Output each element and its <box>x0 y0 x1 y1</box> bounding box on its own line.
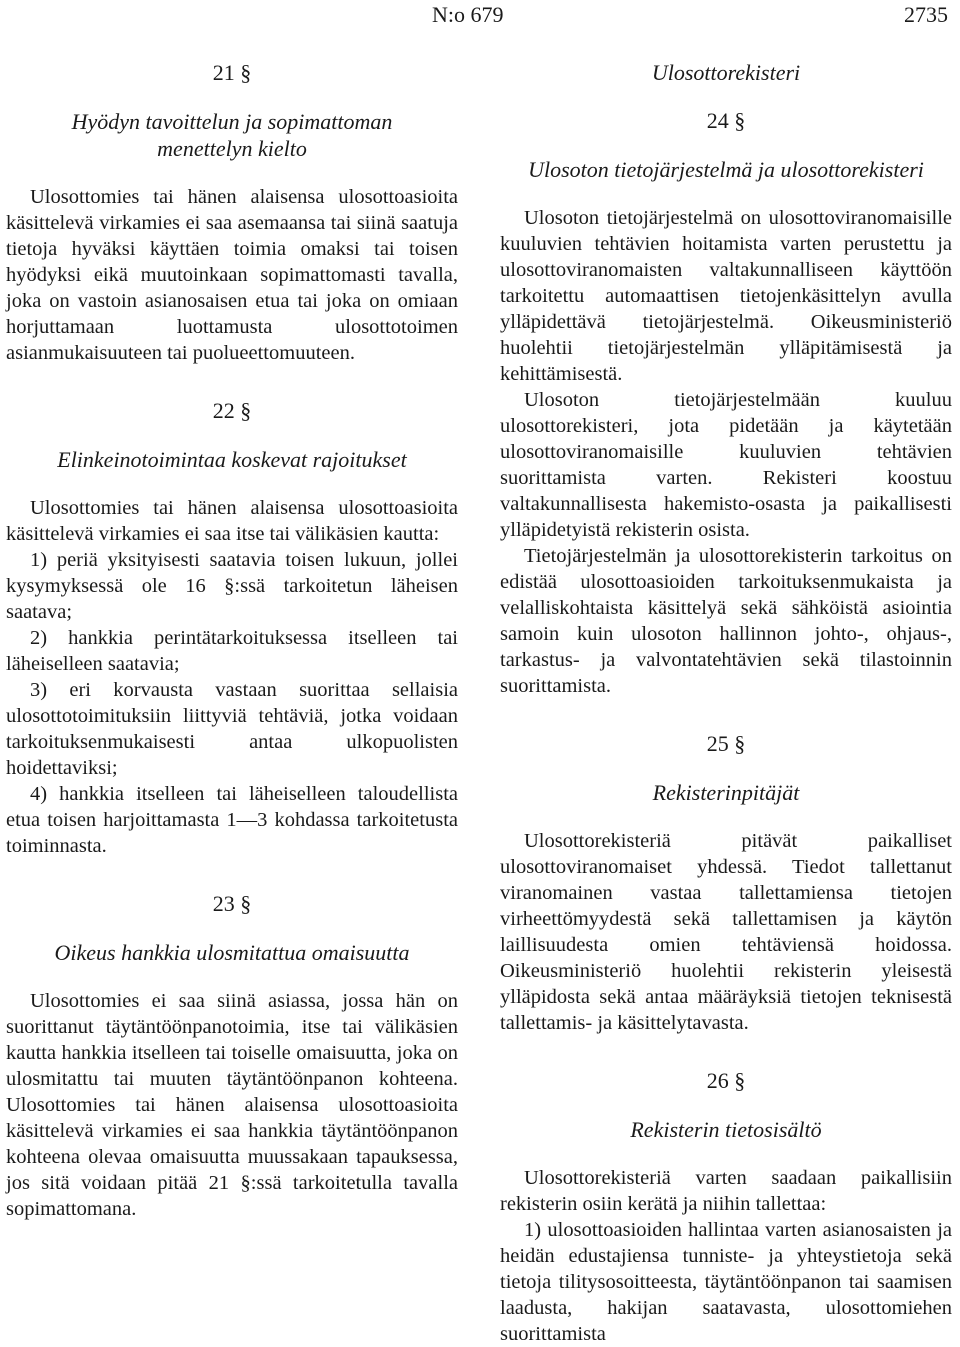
left-column <box>6 58 458 1222</box>
section-26-title: Rekisterin tietosisältö <box>630 1117 822 1142</box>
section-22-item-1: 1) periä yksityisesti saatavia toisen lukuun, jollei kysymyksessä ole 16 §:ssä tarkoitetun läheisen saatava; <box>6 549 458 623</box>
section-25-paragraph: Ulosottorekisteriä pitävät paikalliset ulosottoviranomaiset yhdessä. Tiedot tallettanut viranomainen vastaa tallettamiensa tietojen virheettömyydestä sekä tallettamisen ja käytön laillisuudesta omien tehtäviensä hoidossa. Oikeusministeriö huolehtii rekisterin yleisestä ylläpidosta sekä antaa määräyksiä tietojen teknisestä tallettamis- ja käsittelytavasta. <box>500 830 952 1034</box>
section-21-number: 21 § <box>212 60 252 85</box>
section-23-title: Oikeus hankkia ulosmitattua omaisuutta <box>54 940 410 965</box>
section-26-item-1: 1) ulosottoasioiden hallintaa varten asianosaisten ja heidän edustajiensa tunniste- ja yhteystietoja sekä tietoja tilitysosoitteesta, täytäntöönpanon tai saamisen laadusta, hakijan saatavasta, ulosottomiehen suorittamista <box>500 1219 952 1345</box>
section-23-number: 23 § <box>212 891 252 916</box>
section-25-title: Rekisterinpitäjät <box>652 780 800 805</box>
section-26-paragraph: Ulosottorekisteriä varten saadaan paikallisiin rekisterin osiin kerätä ja niihin tallettaa: <box>500 1167 952 1215</box>
chapter-title: Ulosottorekisteri <box>651 60 801 85</box>
section-22-item-2: 2) hankkia perintätarkoituksessa itselleen tai läheiselleen saatavia; <box>6 627 458 675</box>
section-26-number: 26 § <box>706 1068 746 1093</box>
right-column <box>500 58 952 1347</box>
section-22-title: Elinkeinotoimintaa koskevat rajoitukset <box>57 447 407 472</box>
section-24-title: Ulosoton tietojärjestelmä ja ulosottorekisteri <box>528 157 924 182</box>
statute-number: N:o 679 <box>432 2 504 27</box>
section-24-paragraph-3: Tietojärjestelmän ja ulosottorekisterin tarkoitus on edistää ulosottoasioiden tarkoituksenmukaista ja velalliskohtaista käsittelyä sekä sähköistä asiointia samoin kuin ulosoton hallinnon johto-, ohjaus-, tarkastus- ja valvontatehtävien sekä tilastoinnin suorittamista. <box>500 545 952 697</box>
page-number: 2735 <box>904 2 948 27</box>
section-24-number: 24 § <box>706 108 746 133</box>
section-22-item-3: 3) eri korvausta vastaan suorittaa sellaisia ulosottotoimituksiin liittyviä tehtäviä, jotka voidaan tarkoituksenmukaisesti antaa ulkopuolisten hoidettaviksi; <box>6 679 458 779</box>
section-22-item-4: 4) hankkia itselleen tai läheiselleen taloudellista etua toisen harjoittamasta 1—3 kohdassa tarkoitetusta toiminnasta. <box>6 783 458 857</box>
section-21-title <box>6 108 458 162</box>
section-22-number: 22 § <box>212 398 252 423</box>
page-header <box>0 0 960 30</box>
section-21-paragraph: Ulosottomies tai hänen alaisensa ulosottoasioita käsittelevä virkamies ei saa asemaansa tai siinä saatuja tietoja hyväksi käyttäen toimia omaksi tai toisen hyödyksi eikä muutoinkaan sopimattomasti tavalla, joka on vastoin asianosaisen etua tai joka on omiaan horjuttamaan luottamusta ulosottotoimen asianmukaisuuteen tai puolueettomuuteen. <box>6 186 458 364</box>
section-21-title-line2: menettelyn kielto <box>157 136 307 161</box>
section-24-paragraph-2: Ulosoton tietojärjestelmään kuuluu ulosottorekisteri, jota pidetään ja käytetään ulosottoviranomaisille kuuluvien tehtävien suorittamista varten. Rekisteri koostuu valtakunnallisesta hakemisto-osasta ja paikallisesti ylläpidetyistä rekisterin osista. <box>500 389 952 541</box>
section-24-paragraph-1: Ulosoton tietojärjestelmä on ulosottoviranomaisille kuuluvien tehtävien hoitamista varten perustettu ja ulosottoviranomaisten valtakunnalliseen käyttöön tarkoitettu automaattisen tietojenkäsittelyn avulla ylläpidettävä tietojärjestelmä. Oikeusministeriö huolehtii tietojärjestelmän ylläpitämisestä ja kehittämisestä. <box>500 207 952 385</box>
section-21-title-line1: Hyödyn tavoittelun ja sopimattoman <box>71 109 393 134</box>
section-25-number: 25 § <box>706 731 746 756</box>
section-22-paragraph: Ulosottomies tai hänen alaisensa ulosottoasioita käsittelevä virkamies ei saa itse tai välikäsien kautta: <box>6 497 458 545</box>
section-23-paragraph: Ulosottomies ei saa siinä asiassa, jossa hän on suorittanut täytäntöönpanotoimia, itse tai välikäsien kautta hankkia itselleen tai toiselle omaisuutta, joka on ulosmitattu tai muuten täytäntöönpanon kohteena. Ulosottomies tai hänen alaisensa ulosottoasioita käsittelevä virkamies ei saa hankkia täytäntöönpanon kohteena olevaa omaisuutta muussakaan tapauksessa, jos sitä voidaan pitää 21 §:ssä tarkoitetulla tavalla sopimattomana. <box>6 990 458 1220</box>
